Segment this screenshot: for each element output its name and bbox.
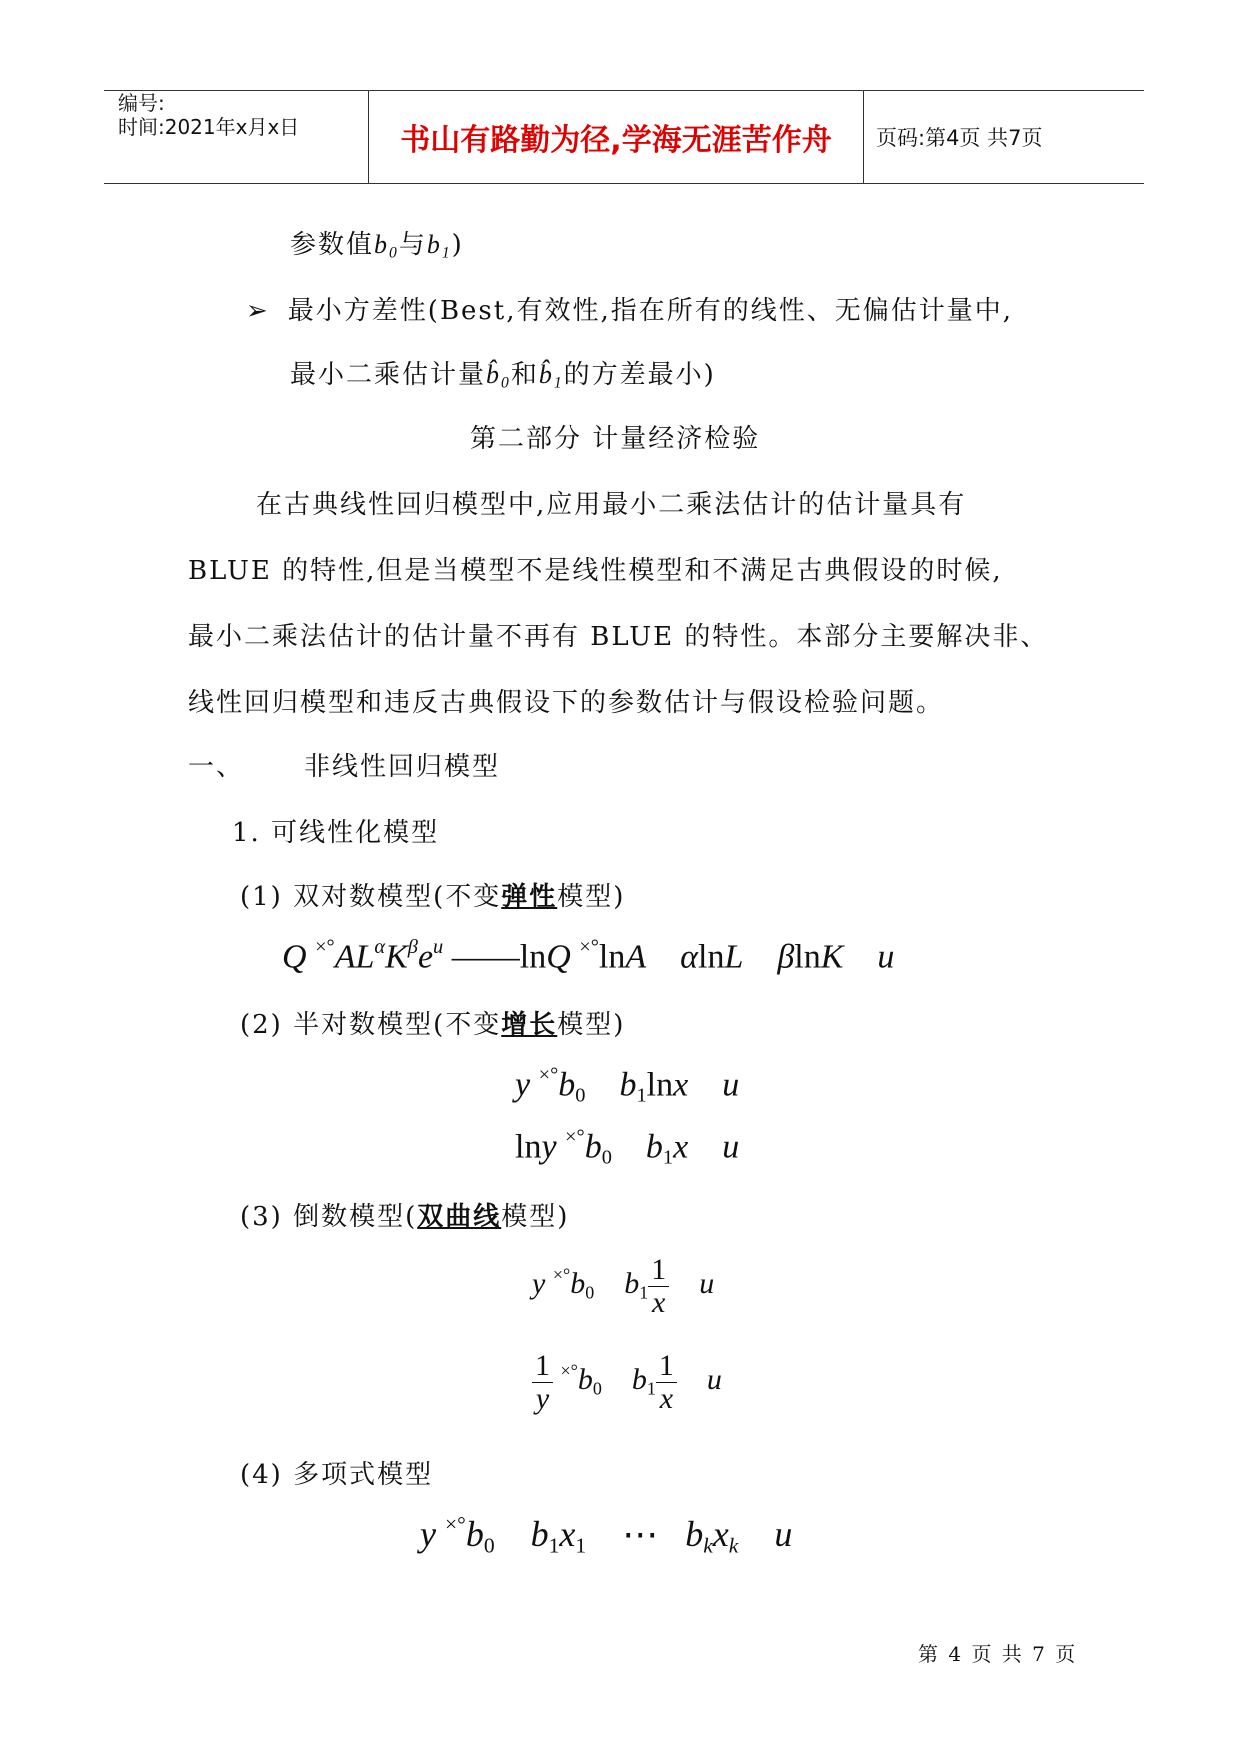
paragraph-line: 最小二乘法估计的估计量不再有 BLUE 的特性。本部分主要解决非、	[188, 622, 1049, 652]
header-page: 页码:第4页 共7页	[876, 126, 1043, 150]
page-footer: 第 4 页 共 7 页	[918, 1642, 1078, 1666]
page-header	[104, 90, 1144, 184]
model-1-label: (1) 双对数模型(不变弹性模型)	[240, 882, 626, 912]
header-motto: 书山有路勤为径,学海无涯苦作舟	[368, 91, 864, 183]
min-variance-line-1: ➢ 最小方差性(Best,有效性,指在所有的线性、无偏估计量中,	[246, 296, 1014, 326]
formula-semi-log-1: y $^{\times^\circ}b_0$ $b_1\ln x$ u	[515, 1064, 740, 1107]
formula-double-log: Q $^{\times^\circ}AL^\alpha K^\beta e^u$ ——lnQ ×°lnA αlnL βlnK u	[282, 936, 895, 976]
formula-reciprocal-2: $\frac{1}{y}$ $^{\times^\circ}b_0$ $b_1$ $\frac{1}{x}$ u	[532, 1350, 722, 1414]
model-4-label: (4) 多项式模型	[240, 1460, 434, 1490]
heading-nonlinear: 一、 非线性回归模型	[188, 752, 501, 782]
paragraph-line: BLUE 的特性,但是当模型不是线性模型和不满足古典假设的时候,	[188, 556, 1003, 586]
min-variance-line-2: 最小二乘估计量$b̂_0$和$b̂_1$的方差最小)	[290, 360, 716, 392]
formula-polynomial: y $^{\times^\circ}b_0$ $b_1x_1$ ⋯ $b_kx_k$ u	[420, 1512, 793, 1558]
header-meta	[104, 91, 368, 183]
header-time: 时间:2021年x月x日	[118, 115, 300, 139]
paragraph-line: 线性回归模型和违反古典假设下的参数估计与假设检验问题。	[188, 688, 945, 718]
params-line: 参数值$b_0$与$b_1$)	[290, 230, 464, 262]
formula-reciprocal-1: y $^{\times^\circ}b_0$ $b_1$ $\frac{1}{x}$ u	[532, 1253, 715, 1319]
model-2-label: (2) 半对数模型(不变增长模型)	[240, 1010, 626, 1040]
model-3-label: (3) 倒数模型(双曲线模型)	[240, 1202, 570, 1232]
header-number: 编号:	[118, 91, 165, 115]
paragraph-line: 在古典线性回归模型中,应用最小二乘法估计的估计量具有	[256, 490, 967, 520]
bullet-arrow-icon: ➢	[246, 296, 270, 326]
subheading-linearizable: 1. 可线性化模型	[232, 818, 440, 848]
section-title: 第二部分 计量经济检验	[470, 424, 761, 454]
formula-semi-log-2: lny $^{\times^\circ}b_0$ $b_1x$ u	[515, 1126, 740, 1169]
